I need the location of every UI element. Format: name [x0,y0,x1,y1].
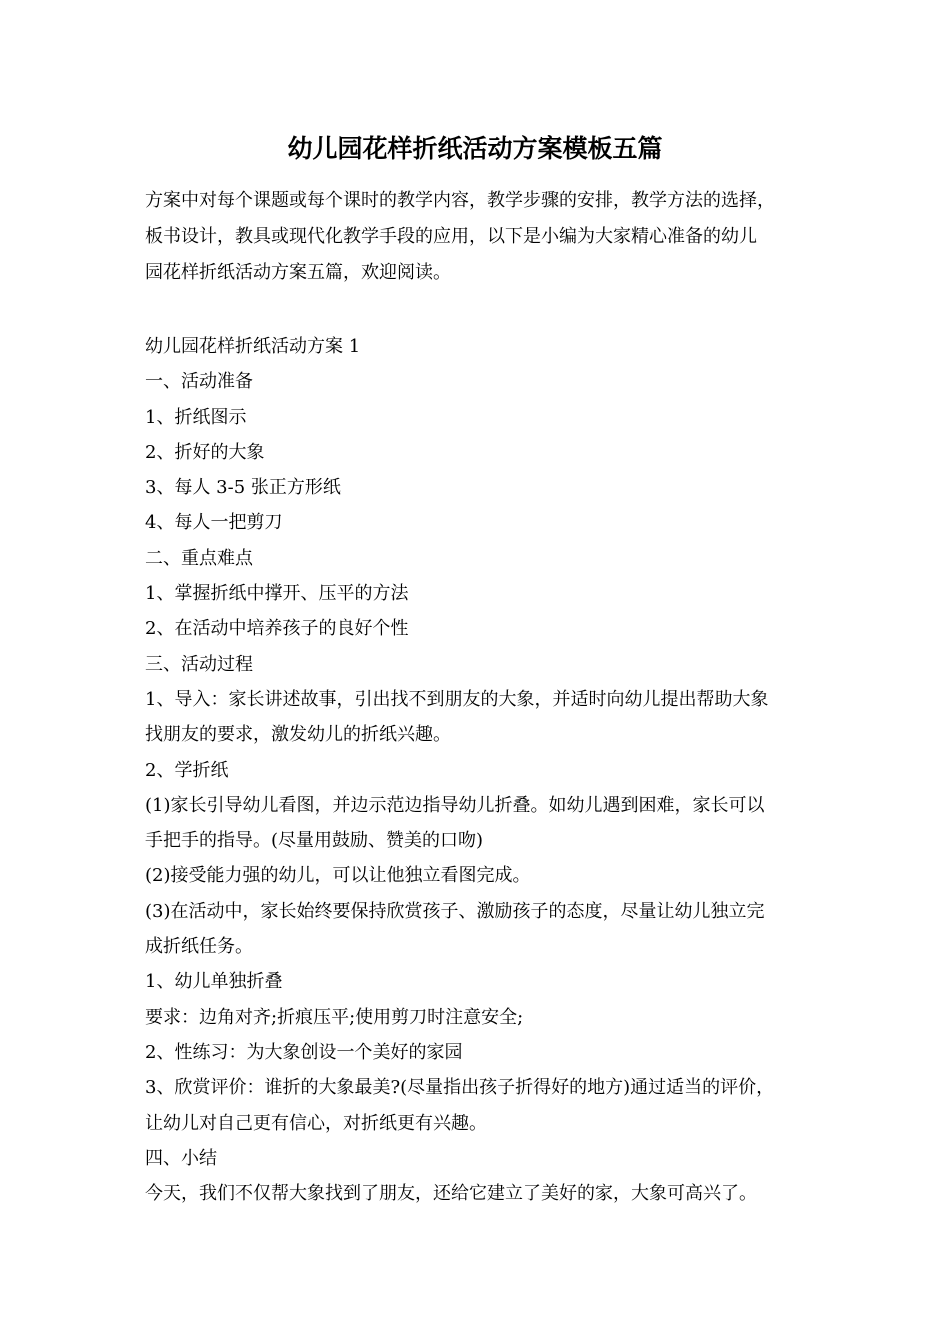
text-line: 手把手的指导。(尽量用鼓励、赞美的口吻) [145,830,484,852]
text-line: 让幼儿对自己更有信心，对折纸更有兴趣。 [145,1112,487,1134]
document-body [145,329,825,1211]
text-line: 1、幼儿单独折叠 [145,971,283,993]
subsection-heading: 四、小结 [145,1147,217,1169]
text-line: (3)在活动中，家长始终要保持欣赏孩子、激励孩子的态度，尽量让幼儿独立完 [145,900,765,922]
intro-line: 园花样折纸活动方案五篇，欢迎阅读。 [145,262,451,283]
text-line: 要求：边角对齐;折痕压平;使用剪刀时注意安全; [145,1006,524,1028]
intro-line: 方案中对每个课题或每个课时的教学内容，教学步骤的安排，教学方法的选择， [145,190,775,211]
text-line: 2、性练习：为大象创设一个美好的家园 [145,1041,463,1063]
text-line: 1、掌握折纸中撑开、压平的方法 [145,583,409,605]
subsection-heading: 一、活动准备 [145,371,253,393]
text-line: (1)家长引导幼儿看图，并边示范边指导幼儿折叠。如幼儿遇到困难，家长可以 [145,794,765,816]
document-title: 幼儿园花样折纸活动方案模板五篇 [287,134,663,163]
text-line: 2、折好的大象 [145,441,265,463]
text-line: 4、每人一把剪刀 [145,512,283,534]
text-line: 成折纸任务。 [145,936,253,958]
subsection-heading: 二、重点难点 [145,547,253,569]
intro-line: 板书设计，教具或现代化教学手段的应用，以下是小编为大家精心准备的幼儿 [145,226,757,247]
text-line: 今天，我们不仅帮大象找到了朋友，还给它建立了美好的家，大象可高兴了。 [145,1183,757,1205]
text-line: 1、折纸图示 [145,406,247,428]
text-line: 2、学折纸 [145,759,229,781]
section-heading: 幼儿园花样折纸活动方案 1 [145,336,361,357]
text-line: (2)接受能力强的幼儿，可以让他独立看图完成。 [145,865,531,887]
text-line: 1、导入：家长讲述故事，引出找不到朋友的大象，并适时向幼儿提出帮助大象 [145,688,769,710]
text-line: 3、每人 3-5 张正方形纸 [145,477,341,499]
intro-paragraph [145,183,825,291]
text-line: 找朋友的要求，激发幼儿的折纸兴趣。 [145,724,451,746]
subsection-heading: 三、活动过程 [145,653,253,675]
text-line: 2、在活动中培养孩子的良好个性 [145,618,409,640]
text-line: 3、欣赏评价：谁折的大象最美?(尽量指出孩子折得好的地方)通过适当的评价， [145,1077,775,1099]
